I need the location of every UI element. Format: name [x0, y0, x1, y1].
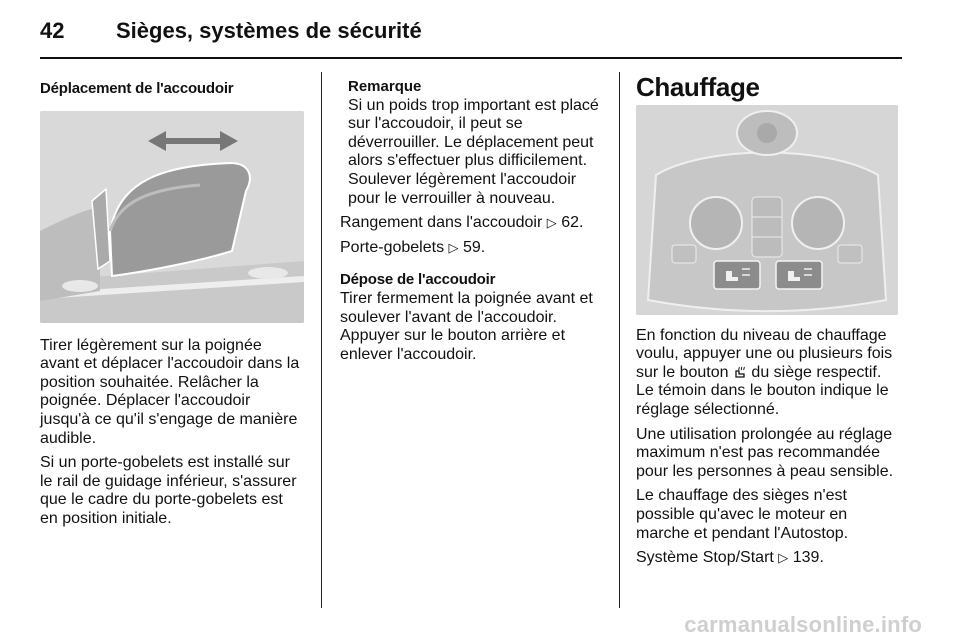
- section-title: Chauffage: [636, 72, 760, 102]
- cupholder-reference: [340, 239, 606, 258]
- stopstart-reference-page: 139.: [792, 549, 824, 567]
- remark-text: Si un poids trop important est placé sur l'accoudoir, il peut se déverrouiller. Le déplacement peut alors s'effectuer plus difficilement. Soulever légèrement l'accoudoir pour le verrouiller à nouveau.: [348, 96, 599, 207]
- page-header: [40, 18, 902, 58]
- column-divider-right: [619, 72, 620, 608]
- armrest-removal-text: Tirer fermement la poignée avant et soulever l'avant de l'accoudoir. Appuyer sur le bouton arrière et enlever l'accoudoir.: [340, 289, 593, 363]
- page-title: Sièges, systèmes de sécurité: [116, 18, 422, 43]
- reference-arrow-icon: ▷: [546, 215, 557, 231]
- cupholder-reference-text: Porte-gobelets: [340, 238, 445, 256]
- header-divider: [40, 57, 902, 59]
- armrest-movement-heading: Déplacement de l'accoudoir: [40, 80, 234, 97]
- column-seat-heating: [636, 72, 902, 574]
- column-armrest-movement: [40, 72, 304, 535]
- cupholder-reference-page: 59.: [462, 238, 486, 256]
- stopstart-reference-text: Système Stop/Start: [636, 549, 774, 567]
- stopstart-reference: [636, 549, 902, 568]
- seat-heating-text-end: du siège respectif. Le témoin dans le bouton indique le réglage sélectionné.: [636, 363, 889, 418]
- remark-title: Remarque: [348, 78, 422, 95]
- seat-heating-text-start: En fonction du niveau de chauffage voulu, appuyer une ou plusieurs fois sur le bouton: [636, 326, 893, 381]
- cupholder-note: Si un porte-gobelets est installé sur le rail de guidage inférieur, s'assurer que le cadre du porte-gobelets est en position initiale.: [40, 454, 297, 527]
- engine-running-note: Le chauffage des sièges n'est possible qu'avec le moteur en marche et pendant l'Autostop.: [636, 487, 849, 542]
- watermark: carmanualsonline.info: [684, 612, 922, 637]
- sensitive-skin-warning: Une utilisation prolongée au réglage maximum n'est pas recommandée pour les personnes à peau sensible.: [636, 425, 894, 480]
- armrest-removal-heading: Dépose de l'accoudoir: [340, 271, 496, 289]
- reference-arrow-icon: ▷: [448, 239, 459, 255]
- remark-block: [340, 78, 606, 208]
- storage-reference-page: 62.: [561, 214, 584, 232]
- column-armrest-storage: [340, 72, 606, 370]
- seat-heating-icon: [733, 365, 747, 379]
- storage-reference-text: Rangement dans l'accoudoir: [340, 214, 543, 232]
- storage-reference: [340, 214, 606, 233]
- armrest-movement-instructions: Tirer légèrement sur la poignée avant et déplacer l'accoudoir dans la position souhaitée. Relâcher la poignée. Déplacer l'accoudoir jusqu'à ce qu'il s'engage de manière audible.: [40, 336, 300, 447]
- climate-control-panel-illustration: [636, 105, 898, 315]
- page-number: 42: [40, 18, 65, 43]
- armrest-illustration: [40, 111, 304, 323]
- reference-arrow-icon: ▷: [778, 550, 789, 566]
- column-divider-left: [321, 72, 322, 608]
- seat-heating-instructions: [636, 327, 902, 420]
